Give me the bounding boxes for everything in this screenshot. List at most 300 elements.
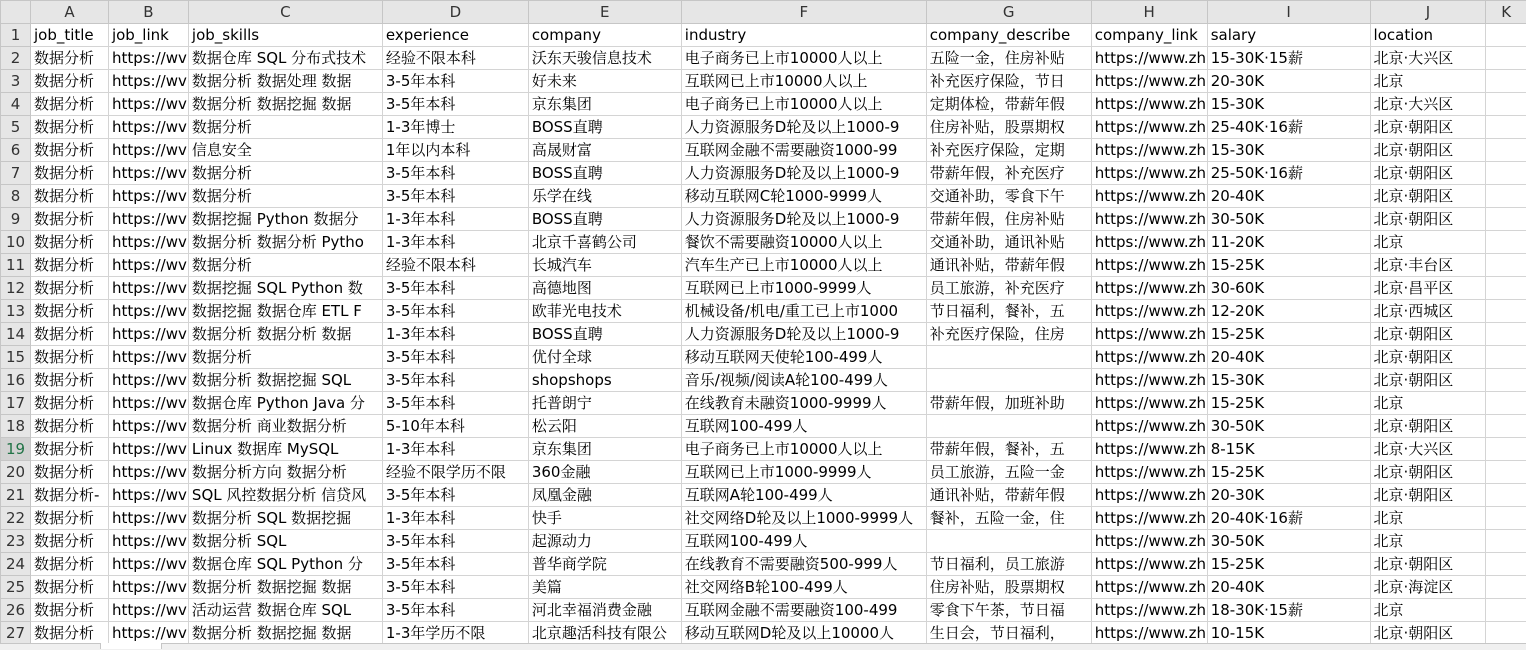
cell-d12[interactable]: 3-5年本科 [382,277,528,300]
cell-h9[interactable]: https://www.zh [1091,208,1207,231]
cell-k9[interactable] [1486,208,1526,231]
cell-a20[interactable]: 数据分析 [30,461,108,484]
cell-h12[interactable]: https://www.zh [1091,277,1207,300]
cell-g19[interactable]: 带薪年假，餐补，五 [926,438,1091,461]
cell-c9[interactable]: 数据挖掘 Python 数据分 [188,208,382,231]
row-header[interactable]: 14 [1,323,31,346]
cell-h16[interactable]: https://www.zh [1091,369,1207,392]
cell-b20[interactable]: https://wv [108,461,188,484]
cell-b10[interactable]: https://wv [108,231,188,254]
cell-j21[interactable]: 北京·朝阳区 [1370,484,1486,507]
row-header[interactable]: 11 [1,254,31,277]
cell-i4[interactable]: 15-30K [1207,93,1370,116]
row-header[interactable]: 7 [1,162,31,185]
cell-a26[interactable]: 数据分析 [30,599,108,622]
column-header-c[interactable]: C [188,1,382,24]
cell-k24[interactable] [1486,553,1526,576]
cell-h3[interactable]: https://www.zh [1091,70,1207,93]
cell-a7[interactable]: 数据分析 [30,162,108,185]
cell-k12[interactable] [1486,277,1526,300]
row-header[interactable]: 20 [1,461,31,484]
cell-h22[interactable]: https://www.zh [1091,507,1207,530]
cell-i6[interactable]: 15-30K [1207,139,1370,162]
column-header-b[interactable]: B [108,1,188,24]
cell-j10[interactable]: 北京 [1370,231,1486,254]
cell-d24[interactable]: 3-5年本科 [382,553,528,576]
cell-d13[interactable]: 3-5年本科 [382,300,528,323]
cell-e9[interactable]: BOSS直聘 [528,208,681,231]
cell-j26[interactable]: 北京 [1370,599,1486,622]
cell-e4[interactable]: 京东集团 [528,93,681,116]
cell-f16[interactable]: 音乐/视频/阅读A轮100-499人 [681,369,926,392]
row-header[interactable]: 4 [1,93,31,116]
cell-k23[interactable] [1486,530,1526,553]
cell-k21[interactable] [1486,484,1526,507]
cell-d20[interactable]: 经验不限学历不限 [382,461,528,484]
cell-d6[interactable]: 1年以内本科 [382,139,528,162]
cell-a4[interactable]: 数据分析 [30,93,108,116]
cell-a5[interactable]: 数据分析 [30,116,108,139]
cell-j2[interactable]: 北京·大兴区 [1370,47,1486,70]
cell-h26[interactable]: https://www.zh [1091,599,1207,622]
cell-j18[interactable]: 北京·朝阳区 [1370,415,1486,438]
cell-i27[interactable]: 10-15K [1207,622,1370,645]
cell-a24[interactable]: 数据分析 [30,553,108,576]
row-header[interactable]: 22 [1,507,31,530]
cell-e8[interactable]: 乐学在线 [528,185,681,208]
cell-c2[interactable]: 数据仓库 SQL 分布式技术 [188,47,382,70]
cell-h27[interactable]: https://www.zh [1091,622,1207,645]
column-header-d[interactable]: D [382,1,528,24]
cell-f3[interactable]: 互联网已上市10000人以上 [681,70,926,93]
cell-i24[interactable]: 15-25K [1207,553,1370,576]
cell-c27[interactable]: 数据分析 数据挖掘 数据 [188,622,382,645]
cell-e5[interactable]: BOSS直聘 [528,116,681,139]
column-header-j[interactable]: J [1370,1,1486,24]
cell-d16[interactable]: 3-5年本科 [382,369,528,392]
cell-e6[interactable]: 高晟财富 [528,139,681,162]
cell-c25[interactable]: 数据分析 数据挖掘 数据 [188,576,382,599]
cell-k19[interactable] [1486,438,1526,461]
cell-a8[interactable]: 数据分析 [30,185,108,208]
cell-h14[interactable]: https://www.zh [1091,323,1207,346]
cell-h4[interactable]: https://www.zh [1091,93,1207,116]
cell-b7[interactable]: https://wv [108,162,188,185]
cell-e14[interactable]: BOSS直聘 [528,323,681,346]
cell-h19[interactable]: https://www.zh [1091,438,1207,461]
cell-f9[interactable]: 人力资源服务D轮及以上1000-9 [681,208,926,231]
row-header[interactable]: 9 [1,208,31,231]
cell-e13[interactable]: 欧菲光电技术 [528,300,681,323]
cell-f27[interactable]: 移动互联网D轮及以上10000人 [681,622,926,645]
cell-c5[interactable]: 数据分析 [188,116,382,139]
cell-f26[interactable]: 互联网金融不需要融资100-499 [681,599,926,622]
cell-c7[interactable]: 数据分析 [188,162,382,185]
cell-j8[interactable]: 北京·朝阳区 [1370,185,1486,208]
cell-c3[interactable]: 数据分析 数据处理 数据 [188,70,382,93]
cell-k13[interactable] [1486,300,1526,323]
cell-k8[interactable] [1486,185,1526,208]
cell-j24[interactable]: 北京·朝阳区 [1370,553,1486,576]
cell-e23[interactable]: 起源动力 [528,530,681,553]
cell-g1[interactable]: company_describe [926,24,1091,47]
cell-k7[interactable] [1486,162,1526,185]
cell-f13[interactable]: 机械设备/机电/重工已上市1000 [681,300,926,323]
cell-j7[interactable]: 北京·朝阳区 [1370,162,1486,185]
select-all-corner[interactable] [1,1,31,24]
cell-d8[interactable]: 3-5年本科 [382,185,528,208]
row-header[interactable]: 10 [1,231,31,254]
cell-b14[interactable]: https://wv [108,323,188,346]
cell-c24[interactable]: 数据仓库 SQL Python 分 [188,553,382,576]
cell-g8[interactable]: 交通补助，零食下午 [926,185,1091,208]
cell-k10[interactable] [1486,231,1526,254]
cell-k14[interactable] [1486,323,1526,346]
cell-g20[interactable]: 员工旅游，五险一金 [926,461,1091,484]
cell-a9[interactable]: 数据分析 [30,208,108,231]
cell-a21[interactable]: 数据分析- [30,484,108,507]
cell-g10[interactable]: 交通补助，通讯补贴 [926,231,1091,254]
cell-h5[interactable]: https://www.zh [1091,116,1207,139]
cell-i16[interactable]: 15-30K [1207,369,1370,392]
cell-f1[interactable]: industry [681,24,926,47]
cell-b1[interactable]: job_link [108,24,188,47]
cell-i21[interactable]: 20-30K [1207,484,1370,507]
cell-f2[interactable]: 电子商务已上市10000人以上 [681,47,926,70]
cell-j15[interactable]: 北京·朝阳区 [1370,346,1486,369]
cell-i18[interactable]: 30-50K [1207,415,1370,438]
cell-c19[interactable]: Linux 数据库 MySQL [188,438,382,461]
cell-c20[interactable]: 数据分析方向 数据分析 [188,461,382,484]
cell-a17[interactable]: 数据分析 [30,392,108,415]
column-header-k[interactable]: K [1486,1,1526,24]
cell-e22[interactable]: 快手 [528,507,681,530]
cell-d7[interactable]: 3-5年本科 [382,162,528,185]
cell-k1[interactable] [1486,24,1526,47]
cell-g6[interactable]: 补充医疗保险，定期 [926,139,1091,162]
cell-b18[interactable]: https://wv [108,415,188,438]
cell-k2[interactable] [1486,47,1526,70]
cell-a23[interactable]: 数据分析 [30,530,108,553]
cell-j4[interactable]: 北京·大兴区 [1370,93,1486,116]
cell-a2[interactable]: 数据分析 [30,47,108,70]
row-header[interactable]: 3 [1,70,31,93]
cell-i9[interactable]: 30-50K [1207,208,1370,231]
cell-b23[interactable]: https://wv [108,530,188,553]
cell-e12[interactable]: 高德地图 [528,277,681,300]
cell-b22[interactable]: https://wv [108,507,188,530]
cell-g12[interactable]: 员工旅游，补充医疗 [926,277,1091,300]
row-header[interactable]: 26 [1,599,31,622]
cell-a15[interactable]: 数据分析 [30,346,108,369]
cell-a18[interactable]: 数据分析 [30,415,108,438]
row-header[interactable]: 24 [1,553,31,576]
cell-b5[interactable]: https://wv [108,116,188,139]
cell-f18[interactable]: 互联网100-499人 [681,415,926,438]
cell-b16[interactable]: https://wv [108,369,188,392]
cell-g27[interactable]: 生日会，节日福利， [926,622,1091,645]
cell-g17[interactable]: 带薪年假，加班补助 [926,392,1091,415]
cell-d17[interactable]: 3-5年本科 [382,392,528,415]
cell-i3[interactable]: 20-30K [1207,70,1370,93]
cell-b6[interactable]: https://wv [108,139,188,162]
cell-h8[interactable]: https://www.zh [1091,185,1207,208]
cell-j12[interactable]: 北京·昌平区 [1370,277,1486,300]
cell-j5[interactable]: 北京·朝阳区 [1370,116,1486,139]
cell-i22[interactable]: 20-40K·16薪 [1207,507,1370,530]
cell-a10[interactable]: 数据分析 [30,231,108,254]
cell-c8[interactable]: 数据分析 [188,185,382,208]
cell-f4[interactable]: 电子商务已上市10000人以上 [681,93,926,116]
cell-e18[interactable]: 松云阳 [528,415,681,438]
cell-c11[interactable]: 数据分析 [188,254,382,277]
cell-b21[interactable]: https://wv [108,484,188,507]
cell-a14[interactable]: 数据分析 [30,323,108,346]
cell-k27[interactable] [1486,622,1526,645]
cell-a19[interactable]: 数据分析 [30,438,108,461]
cell-b12[interactable]: https://wv [108,277,188,300]
cell-g26[interactable]: 零食下午茶，节日福 [926,599,1091,622]
cell-k25[interactable] [1486,576,1526,599]
cell-g24[interactable]: 节日福利，员工旅游 [926,553,1091,576]
cell-d21[interactable]: 3-5年本科 [382,484,528,507]
cell-a6[interactable]: 数据分析 [30,139,108,162]
cell-b17[interactable]: https://wv [108,392,188,415]
cell-g5[interactable]: 住房补贴，股票期权 [926,116,1091,139]
cell-i19[interactable]: 8-15K [1207,438,1370,461]
cell-k22[interactable] [1486,507,1526,530]
cell-e19[interactable]: 京东集团 [528,438,681,461]
cell-k16[interactable] [1486,369,1526,392]
cell-f12[interactable]: 互联网已上市1000-9999人 [681,277,926,300]
column-header-g[interactable]: G [926,1,1091,24]
cell-i26[interactable]: 18-30K·15薪 [1207,599,1370,622]
cell-i17[interactable]: 15-25K [1207,392,1370,415]
cell-i5[interactable]: 25-40K·16薪 [1207,116,1370,139]
row-header[interactable]: 12 [1,277,31,300]
cell-g2[interactable]: 五险一金，住房补贴 [926,47,1091,70]
cell-j1[interactable]: location [1370,24,1486,47]
cell-h6[interactable]: https://www.zh [1091,139,1207,162]
cell-d9[interactable]: 1-3年本科 [382,208,528,231]
cell-a12[interactable]: 数据分析 [30,277,108,300]
row-header[interactable]: 23 [1,530,31,553]
cell-h21[interactable]: https://www.zh [1091,484,1207,507]
cell-a13[interactable]: 数据分析 [30,300,108,323]
cell-j6[interactable]: 北京·朝阳区 [1370,139,1486,162]
cell-e11[interactable]: 长城汽车 [528,254,681,277]
cell-g22[interactable]: 餐补，五险一金，住 [926,507,1091,530]
cell-j11[interactable]: 北京·丰台区 [1370,254,1486,277]
cell-b27[interactable]: https://wv [108,622,188,645]
cell-g11[interactable]: 通讯补贴，带薪年假 [926,254,1091,277]
cell-i7[interactable]: 25-50K·16薪 [1207,162,1370,185]
cell-g9[interactable]: 带薪年假，住房补贴 [926,208,1091,231]
cell-c18[interactable]: 数据分析 商业数据分析 [188,415,382,438]
cell-f6[interactable]: 互联网金融不需要融资1000-99 [681,139,926,162]
cell-c26[interactable]: 活动运营 数据仓库 SQL [188,599,382,622]
cell-d3[interactable]: 3-5年本科 [382,70,528,93]
sheet-tab[interactable] [100,643,162,649]
cell-h18[interactable]: https://www.zh [1091,415,1207,438]
cell-e7[interactable]: BOSS直聘 [528,162,681,185]
cell-b8[interactable]: https://wv [108,185,188,208]
cell-i15[interactable]: 20-40K [1207,346,1370,369]
cell-f15[interactable]: 移动互联网天使轮100-499人 [681,346,926,369]
cell-g15[interactable] [926,346,1091,369]
cell-e17[interactable]: 托普朗宁 [528,392,681,415]
cell-d14[interactable]: 1-3年本科 [382,323,528,346]
cell-g3[interactable]: 补充医疗保险，节日 [926,70,1091,93]
cell-f5[interactable]: 人力资源服务D轮及以上1000-9 [681,116,926,139]
cell-c13[interactable]: 数据挖掘 数据仓库 ETL F [188,300,382,323]
cell-h23[interactable]: https://www.zh [1091,530,1207,553]
cell-g7[interactable]: 带薪年假，补充医疗 [926,162,1091,185]
cell-f23[interactable]: 互联网100-499人 [681,530,926,553]
cell-b24[interactable]: https://wv [108,553,188,576]
cell-f22[interactable]: 社交网络D轮及以上1000-9999人 [681,507,926,530]
row-header[interactable]: 1 [1,24,31,47]
cell-f25[interactable]: 社交网络B轮100-499人 [681,576,926,599]
cell-f10[interactable]: 餐饮不需要融资10000人以上 [681,231,926,254]
row-header[interactable]: 17 [1,392,31,415]
cell-b11[interactable]: https://wv [108,254,188,277]
cell-f20[interactable]: 互联网已上市1000-9999人 [681,461,926,484]
cell-d18[interactable]: 5-10年本科 [382,415,528,438]
cell-e24[interactable]: 普华商学院 [528,553,681,576]
cell-h1[interactable]: company_link [1091,24,1207,47]
column-header-i[interactable]: I [1207,1,1370,24]
column-header-e[interactable]: E [528,1,681,24]
cell-i13[interactable]: 12-20K [1207,300,1370,323]
cell-j25[interactable]: 北京·海淀区 [1370,576,1486,599]
row-header[interactable]: 8 [1,185,31,208]
cell-j9[interactable]: 北京·朝阳区 [1370,208,1486,231]
cell-g21[interactable]: 通讯补贴，带薪年假 [926,484,1091,507]
cell-e25[interactable]: 美篇 [528,576,681,599]
cell-j17[interactable]: 北京 [1370,392,1486,415]
cell-b13[interactable]: https://wv [108,300,188,323]
cell-j3[interactable]: 北京 [1370,70,1486,93]
cell-g23[interactable] [926,530,1091,553]
cell-e16[interactable]: shopshops [528,369,681,392]
row-header[interactable]: 19 [1,438,31,461]
cell-g16[interactable] [926,369,1091,392]
cell-e15[interactable]: 优付全球 [528,346,681,369]
cell-k6[interactable] [1486,139,1526,162]
cell-d25[interactable]: 3-5年本科 [382,576,528,599]
cell-e21[interactable]: 凤凰金融 [528,484,681,507]
cell-f14[interactable]: 人力资源服务D轮及以上1000-9 [681,323,926,346]
cell-k11[interactable] [1486,254,1526,277]
cell-c14[interactable]: 数据分析 数据分析 数据 [188,323,382,346]
cell-h20[interactable]: https://www.zh [1091,461,1207,484]
cell-g13[interactable]: 节日福利，餐补，五 [926,300,1091,323]
cell-a1[interactable]: job_title [30,24,108,47]
cell-j19[interactable]: 北京·大兴区 [1370,438,1486,461]
cell-i1[interactable]: salary [1207,24,1370,47]
cell-e3[interactable]: 好未来 [528,70,681,93]
cell-h7[interactable]: https://www.zh [1091,162,1207,185]
cell-j22[interactable]: 北京 [1370,507,1486,530]
cell-d11[interactable]: 经验不限本科 [382,254,528,277]
cell-i10[interactable]: 11-20K [1207,231,1370,254]
cell-c21[interactable]: SQL 风控数据分析 信贷风 [188,484,382,507]
cell-d23[interactable]: 3-5年本科 [382,530,528,553]
cell-b19[interactable]: https://wv [108,438,188,461]
cell-c12[interactable]: 数据挖掘 SQL Python 数 [188,277,382,300]
cell-h10[interactable]: https://www.zh [1091,231,1207,254]
cell-c16[interactable]: 数据分析 数据挖掘 SQL [188,369,382,392]
row-header[interactable]: 13 [1,300,31,323]
cell-k20[interactable] [1486,461,1526,484]
cell-d4[interactable]: 3-5年本科 [382,93,528,116]
cell-h15[interactable]: https://www.zh [1091,346,1207,369]
cell-a22[interactable]: 数据分析 [30,507,108,530]
cell-c23[interactable]: 数据分析 SQL [188,530,382,553]
cell-c4[interactable]: 数据分析 数据挖掘 数据 [188,93,382,116]
cell-a11[interactable]: 数据分析 [30,254,108,277]
cell-k15[interactable] [1486,346,1526,369]
cell-a16[interactable]: 数据分析 [30,369,108,392]
cell-b15[interactable]: https://wv [108,346,188,369]
cell-h11[interactable]: https://www.zh [1091,254,1207,277]
cell-e2[interactable]: 沃东天骏信息技术 [528,47,681,70]
cell-c10[interactable]: 数据分析 数据分析 Pytho [188,231,382,254]
cell-f24[interactable]: 在线教育不需要融资500-999人 [681,553,926,576]
cell-i23[interactable]: 30-50K [1207,530,1370,553]
cell-k4[interactable] [1486,93,1526,116]
cell-f7[interactable]: 人力资源服务D轮及以上1000-9 [681,162,926,185]
cell-d5[interactable]: 1-3年博士 [382,116,528,139]
cell-d27[interactable]: 1-3年学历不限 [382,622,528,645]
cell-f21[interactable]: 互联网A轮100-499人 [681,484,926,507]
cell-h17[interactable]: https://www.zh [1091,392,1207,415]
cell-i12[interactable]: 30-60K [1207,277,1370,300]
cell-g25[interactable]: 住房补贴，股票期权 [926,576,1091,599]
row-header[interactable]: 21 [1,484,31,507]
cell-i14[interactable]: 15-25K [1207,323,1370,346]
cell-c1[interactable]: job_skills [188,24,382,47]
cell-h25[interactable]: https://www.zh [1091,576,1207,599]
cell-c6[interactable]: 信息安全 [188,139,382,162]
cell-g14[interactable]: 补充医疗保险，住房 [926,323,1091,346]
cell-e26[interactable]: 河北幸福消费金融 [528,599,681,622]
cell-j20[interactable]: 北京·朝阳区 [1370,461,1486,484]
cell-d19[interactable]: 1-3年本科 [382,438,528,461]
cell-e10[interactable]: 北京千喜鹤公司 [528,231,681,254]
cell-k5[interactable] [1486,116,1526,139]
cell-b25[interactable]: https://wv [108,576,188,599]
cell-f11[interactable]: 汽车生产已上市10000人以上 [681,254,926,277]
cell-i20[interactable]: 15-25K [1207,461,1370,484]
cell-h2[interactable]: https://www.zh [1091,47,1207,70]
cell-i11[interactable]: 15-25K [1207,254,1370,277]
cell-f17[interactable]: 在线教育未融资1000-9999人 [681,392,926,415]
cell-f19[interactable]: 电子商务已上市10000人以上 [681,438,926,461]
cell-k3[interactable] [1486,70,1526,93]
cell-i2[interactable]: 15-30K·15薪 [1207,47,1370,70]
cell-e20[interactable]: 360金融 [528,461,681,484]
column-header-h[interactable]: H [1091,1,1207,24]
cell-a27[interactable]: 数据分析 [30,622,108,645]
cell-c22[interactable]: 数据分析 SQL 数据挖掘 [188,507,382,530]
cell-h24[interactable]: https://www.zh [1091,553,1207,576]
cell-j14[interactable]: 北京·朝阳区 [1370,323,1486,346]
column-header-f[interactable]: F [681,1,926,24]
cell-c17[interactable]: 数据仓库 Python Java 分 [188,392,382,415]
row-header[interactable]: 18 [1,415,31,438]
